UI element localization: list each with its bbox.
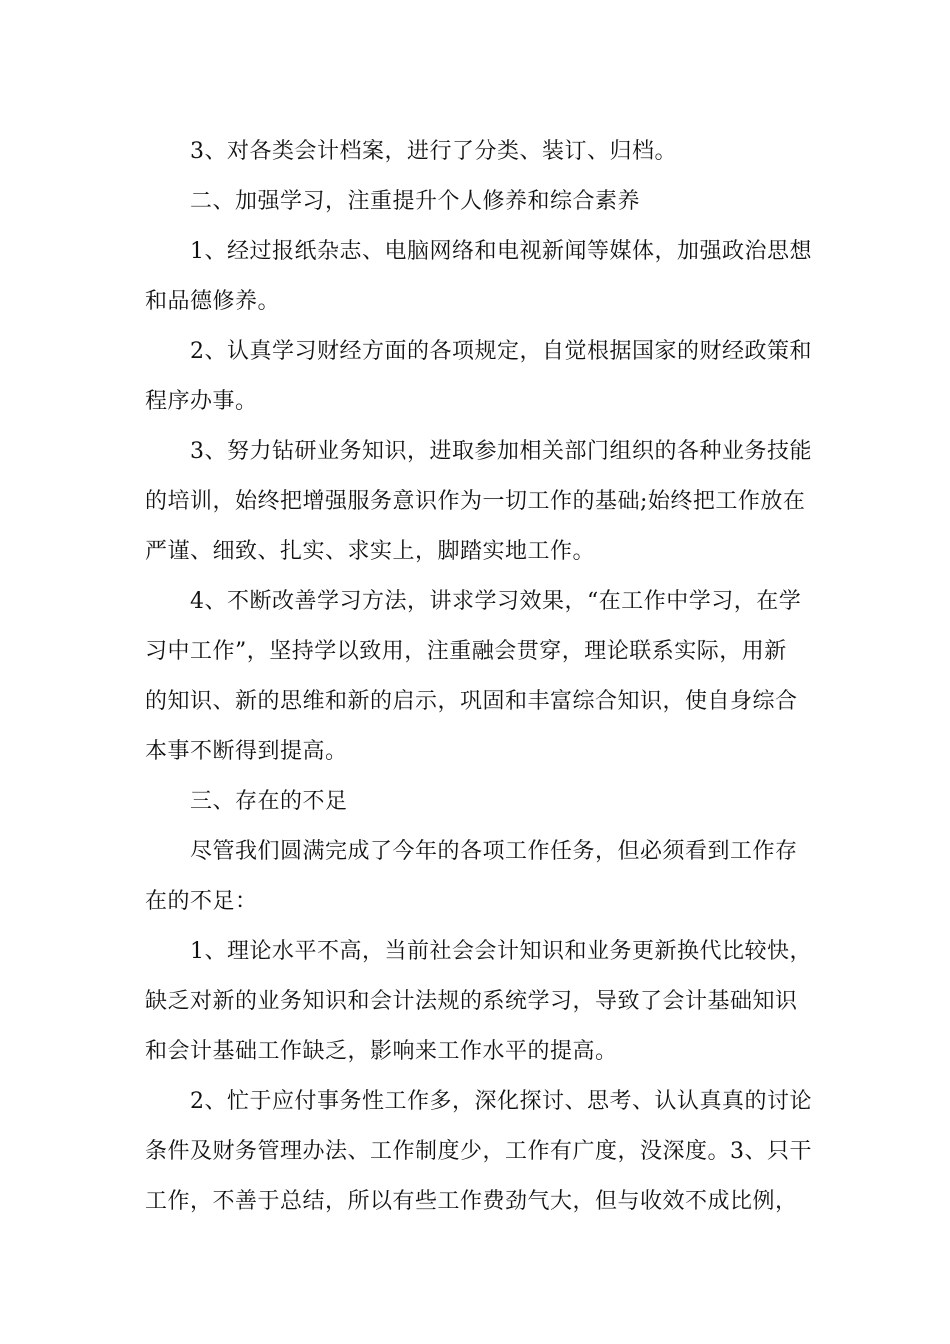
text-line: 工作，不善于总结，所以有些工作费劲气大，但与收效不成比例， (145, 1189, 798, 1214)
text-line: 和品德修养。 (145, 289, 281, 314)
text-line: 1、经过报纸杂志、电脑网络和电视新闻等媒体，加强政治思想 (190, 239, 812, 264)
text-line: 的知识、新的思维和新的启示，巩固和丰富综合知识，使自身综合 (145, 689, 798, 714)
section-heading: 三、存在的不足 (190, 789, 348, 814)
text-line: 和会计基础工作缺乏，影响来工作水平的提高。 (145, 1039, 618, 1064)
text-line: 4、不断改善学习方法，讲求学习效果，“在工作中学习，在学 (190, 589, 802, 614)
text-line: 3、对各类会计档案，进行了分类、装订、归档。 (190, 139, 677, 164)
text-line: 严谨、细致、扎实、求实上，脚踏实地工作。 (145, 539, 596, 564)
text-line: 习中工作”，坚持学以致用，注重融会贯穿，理论联系实际，用新 (145, 639, 787, 664)
text-line: 条件及财务管理办法、工作制度少，工作有广度，没深度。3、只干 (145, 1139, 812, 1164)
text-line: 2、认真学习财经方面的各项规定，自觉根据国家的财经政策和 (190, 339, 812, 364)
text-line: 缺乏对新的业务知识和会计法规的系统学习，导致了会计基础知识 (145, 989, 798, 1014)
text-line: 1、理论水平不高，当前社会会计知识和业务更新换代比较快， (190, 939, 812, 964)
text-line: 本事不断得到提高。 (145, 739, 348, 764)
text-line: 尽管我们圆满完成了今年的各项工作任务，但必须看到工作存 (190, 839, 798, 864)
text-line: 3、努力钻研业务知识，进取参加相关部门组织的各种业务技能 (190, 439, 812, 464)
text-line: 的培训，始终把增强服务意识作为一切工作的基础;始终把工作放在 (145, 489, 806, 514)
text-line: 2、忙于应付事务性工作多，深化探讨、思考、认认真真的讨论 (190, 1089, 812, 1114)
section-heading: 二、加强学习，注重提升个人修养和综合素养 (190, 189, 641, 214)
text-line: 在的不足： (145, 889, 258, 914)
text-line: 程序办事。 (145, 389, 258, 414)
